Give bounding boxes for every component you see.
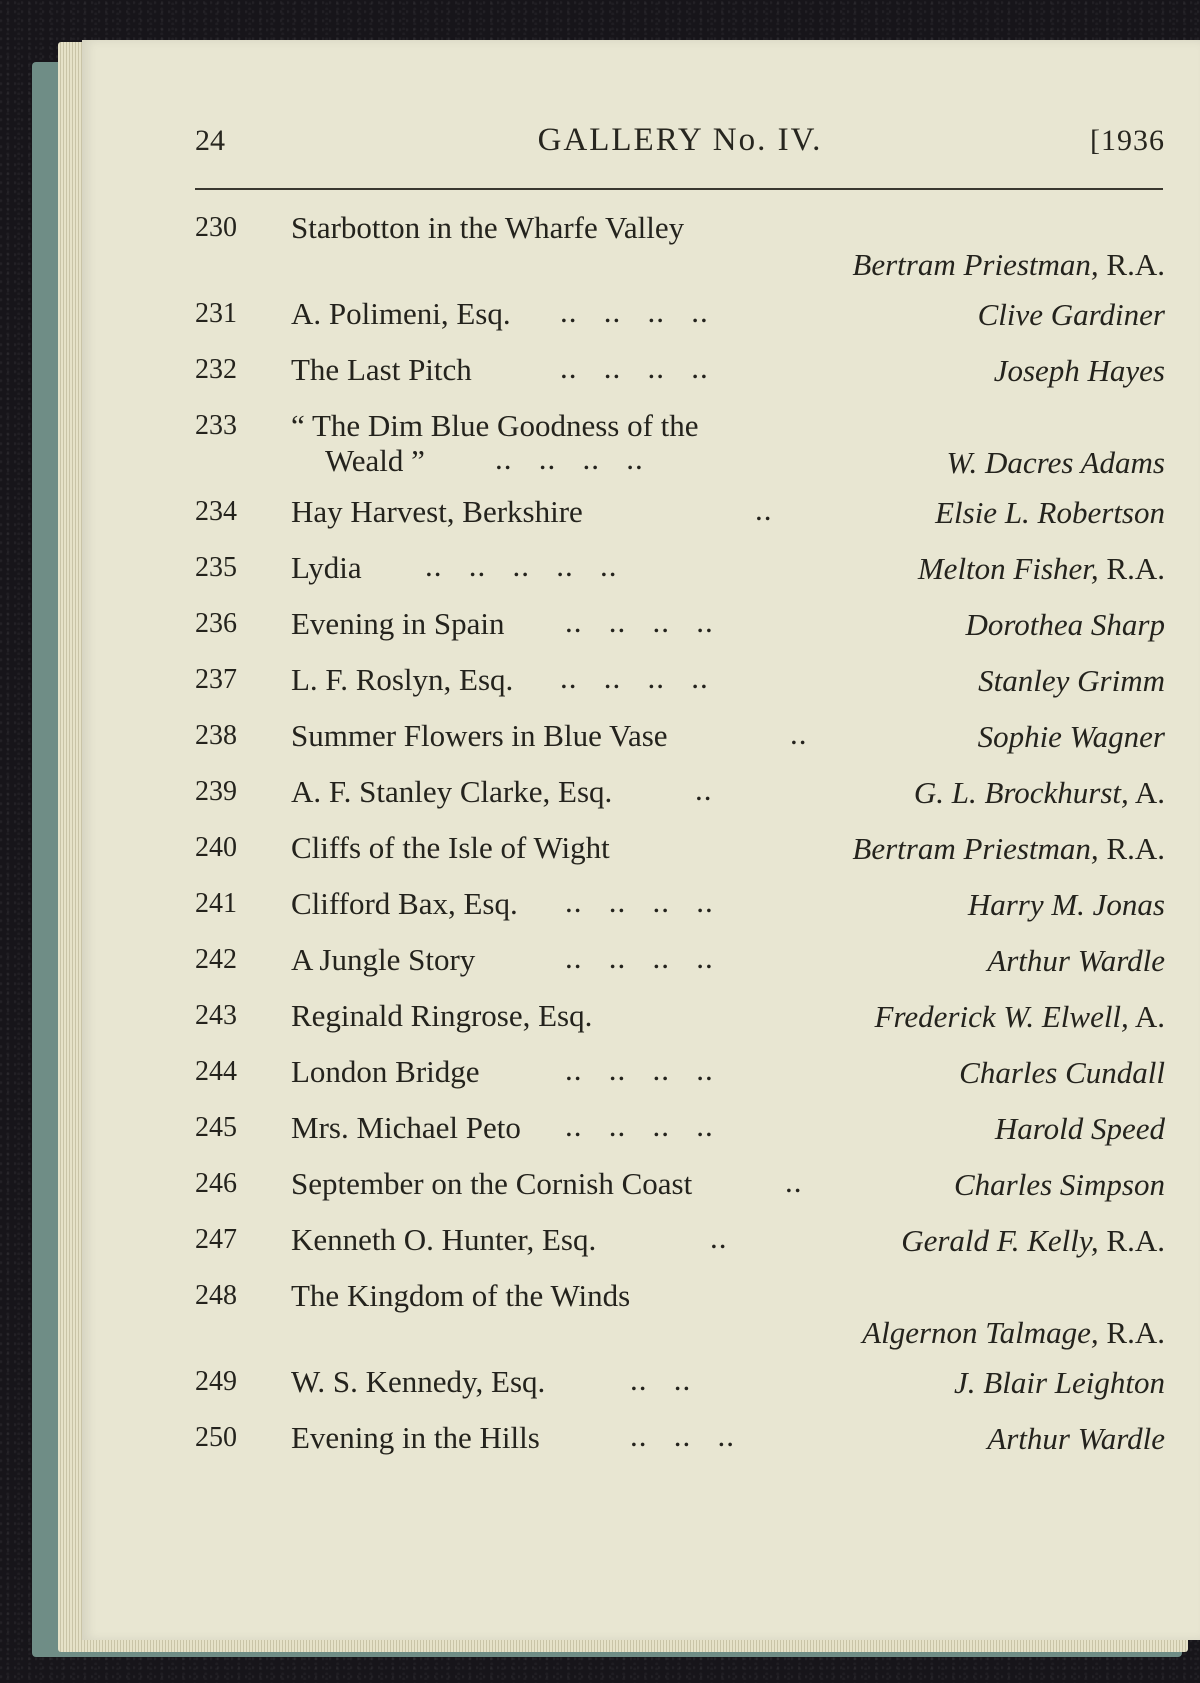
entry-artist: W. Dacres Adams (946, 445, 1165, 480)
entry-title: Hay Harvest, Berkshire (291, 494, 583, 529)
entry-artist: Melton Fisher, R.A. (917, 551, 1165, 586)
leader-dots: .. .. .. .. (565, 940, 714, 975)
entry-number: 236 (195, 608, 237, 639)
catalogue-entry (185, 291, 1165, 347)
catalogue-year: [1936 (1090, 124, 1165, 157)
leader-dots: .. .. .. .. (565, 1108, 714, 1143)
leader-dots: .. .. .. (630, 1418, 735, 1453)
entry-title: W. S. Kennedy, Esq. (291, 1364, 546, 1399)
catalogue-entry (185, 489, 1165, 545)
entry-list (185, 205, 1165, 1471)
entry-artist: Arthur Wardle (987, 943, 1165, 978)
entry-title: A. F. Stanley Clarke, Esq. (291, 774, 613, 809)
catalogue-entry (185, 993, 1165, 1049)
entry-number: 247 (195, 1224, 237, 1255)
entry-number: 245 (195, 1112, 237, 1143)
catalogue-entry (185, 657, 1165, 713)
entry-artist: Arthur Wardle (987, 1421, 1165, 1456)
catalogue-entry (185, 403, 1165, 489)
entry-number: 243 (195, 1000, 237, 1031)
entry-number: 249 (195, 1366, 237, 1397)
catalogue-entry (185, 1049, 1165, 1105)
entry-artist: Charles Simpson (954, 1167, 1165, 1202)
leader-dots: .. (710, 1220, 728, 1255)
leader-dots: .. .. .. .. (560, 660, 709, 695)
entry-artist: Frederick W. Elwell, A. (874, 999, 1165, 1034)
leader-dots: .. (790, 716, 808, 751)
artist-suffix: A. (1128, 999, 1165, 1034)
artist-suffix: A. (1128, 775, 1165, 810)
artist-suffix: R.A. (1098, 551, 1165, 586)
entry-number: 234 (195, 496, 237, 527)
catalogue-entry (185, 713, 1165, 769)
entry-number: 246 (195, 1168, 237, 1199)
entry-title: Evening in Spain (291, 606, 505, 641)
leader-dots: .. .. .. .. (565, 1052, 714, 1087)
entry-artist: G. L. Brockhurst, A. (913, 775, 1165, 810)
entry-number: 240 (195, 832, 237, 863)
entry-artist: Bertram Priestman, R.A. (852, 831, 1165, 866)
leader-dots: .. (785, 1164, 803, 1199)
entry-number: 244 (195, 1056, 237, 1087)
catalogue-entry (185, 1161, 1165, 1217)
entry-artist: Sophie Wagner (977, 719, 1165, 754)
catalogue-entry (185, 1273, 1165, 1359)
catalogue-entry (185, 769, 1165, 825)
entry-artist: Charles Cundall (959, 1055, 1165, 1090)
catalogue-entry (185, 937, 1165, 993)
leader-dots: .. .. .. .. (560, 294, 709, 329)
entry-number: 241 (195, 888, 237, 919)
entry-title: L. F. Roslyn, Esq. (291, 662, 514, 697)
entry-number: 238 (195, 720, 237, 751)
catalogue-entry (185, 1415, 1165, 1471)
entry-artist: Joseph Hayes (993, 353, 1165, 388)
entry-artist: Stanley Grimm (978, 663, 1165, 698)
catalogue-entry (185, 1359, 1165, 1415)
entry-number: 231 (195, 298, 237, 329)
entry-title: Summer Flowers in Blue Vase (291, 718, 668, 753)
entry-artist: J. Blair Leighton (954, 1365, 1165, 1400)
artist-suffix: R.A. (1098, 247, 1165, 282)
entry-title: A Jungle Story (291, 942, 476, 977)
entry-number: 233 (195, 410, 237, 441)
entry-artist: Dorothea Sharp (965, 607, 1165, 642)
entry-title-continued: Weald ” (325, 443, 425, 478)
entry-artist: Elsie L. Robertson (935, 495, 1165, 530)
leader-dots: .. (695, 772, 713, 807)
entry-number: 242 (195, 944, 237, 975)
catalogue-entry (185, 825, 1165, 881)
entry-artist: Algernon Talmage, R.A. (862, 1315, 1165, 1350)
entry-number: 250 (195, 1422, 237, 1453)
leader-dots: .. .. .. .. .. (425, 548, 618, 583)
catalogue-entry (185, 347, 1165, 403)
entry-title: September on the Cornish Coast (291, 1166, 693, 1201)
artist-suffix: R.A. (1098, 831, 1165, 866)
entry-title: Reginald Ringrose, Esq. (291, 998, 593, 1033)
catalogue-entry (185, 1105, 1165, 1161)
entry-artist: Harold Speed (994, 1111, 1165, 1146)
catalogue-entry (185, 601, 1165, 657)
entry-number: 235 (195, 552, 237, 583)
entry-artist: Clive Gardiner (977, 297, 1165, 332)
leader-dots: .. .. .. .. (560, 350, 709, 385)
leader-dots: .. .. .. .. (495, 441, 644, 476)
entry-title: Cliffs of the Isle of Wight (291, 830, 610, 865)
entry-title: Clifford Bax, Esq. (291, 886, 518, 921)
entry-title: “ The Dim Blue Goodness of the (291, 408, 699, 443)
catalogue-entry (185, 881, 1165, 937)
entry-artist: Gerald F. Kelly, R.A. (901, 1223, 1165, 1258)
entry-title: Kenneth O. Hunter, Esq. (291, 1222, 597, 1257)
gallery-title: GALLERY No. IV. (537, 122, 823, 158)
entry-title: The Kingdom of the Winds (291, 1278, 631, 1313)
entry-title: Evening in the Hills (291, 1420, 540, 1455)
leader-dots: .. .. .. .. (565, 884, 714, 919)
entry-number: 232 (195, 354, 237, 385)
entry-title: The Last Pitch (291, 352, 472, 387)
entry-number: 239 (195, 776, 237, 807)
entry-title: Starbotton in the Wharfe Valley (291, 210, 685, 245)
entry-title: London Bridge (291, 1054, 480, 1089)
header-rule (195, 188, 1163, 190)
leader-dots: .. .. .. .. (565, 604, 714, 639)
catalogue-entry (185, 205, 1165, 291)
catalogue-entry (185, 545, 1165, 601)
leader-dots: .. (755, 492, 773, 527)
catalogue-entry (185, 1217, 1165, 1273)
artist-suffix: R.A. (1098, 1315, 1165, 1350)
leader-dots: .. .. (630, 1362, 692, 1397)
entry-number: 248 (195, 1280, 237, 1311)
entry-number: 237 (195, 664, 237, 695)
entry-artist: Bertram Priestman, R.A. (852, 247, 1165, 282)
artist-suffix: R.A. (1098, 1223, 1165, 1258)
entry-title: Lydia (291, 550, 362, 585)
entry-artist: Harry M. Jonas (967, 887, 1165, 922)
entry-number: 230 (195, 212, 237, 243)
entry-title: Mrs. Michael Peto (291, 1110, 521, 1145)
entry-title: A. Polimeni, Esq. (291, 296, 511, 331)
page-header (195, 118, 1165, 166)
page-number: 24 (195, 124, 225, 157)
